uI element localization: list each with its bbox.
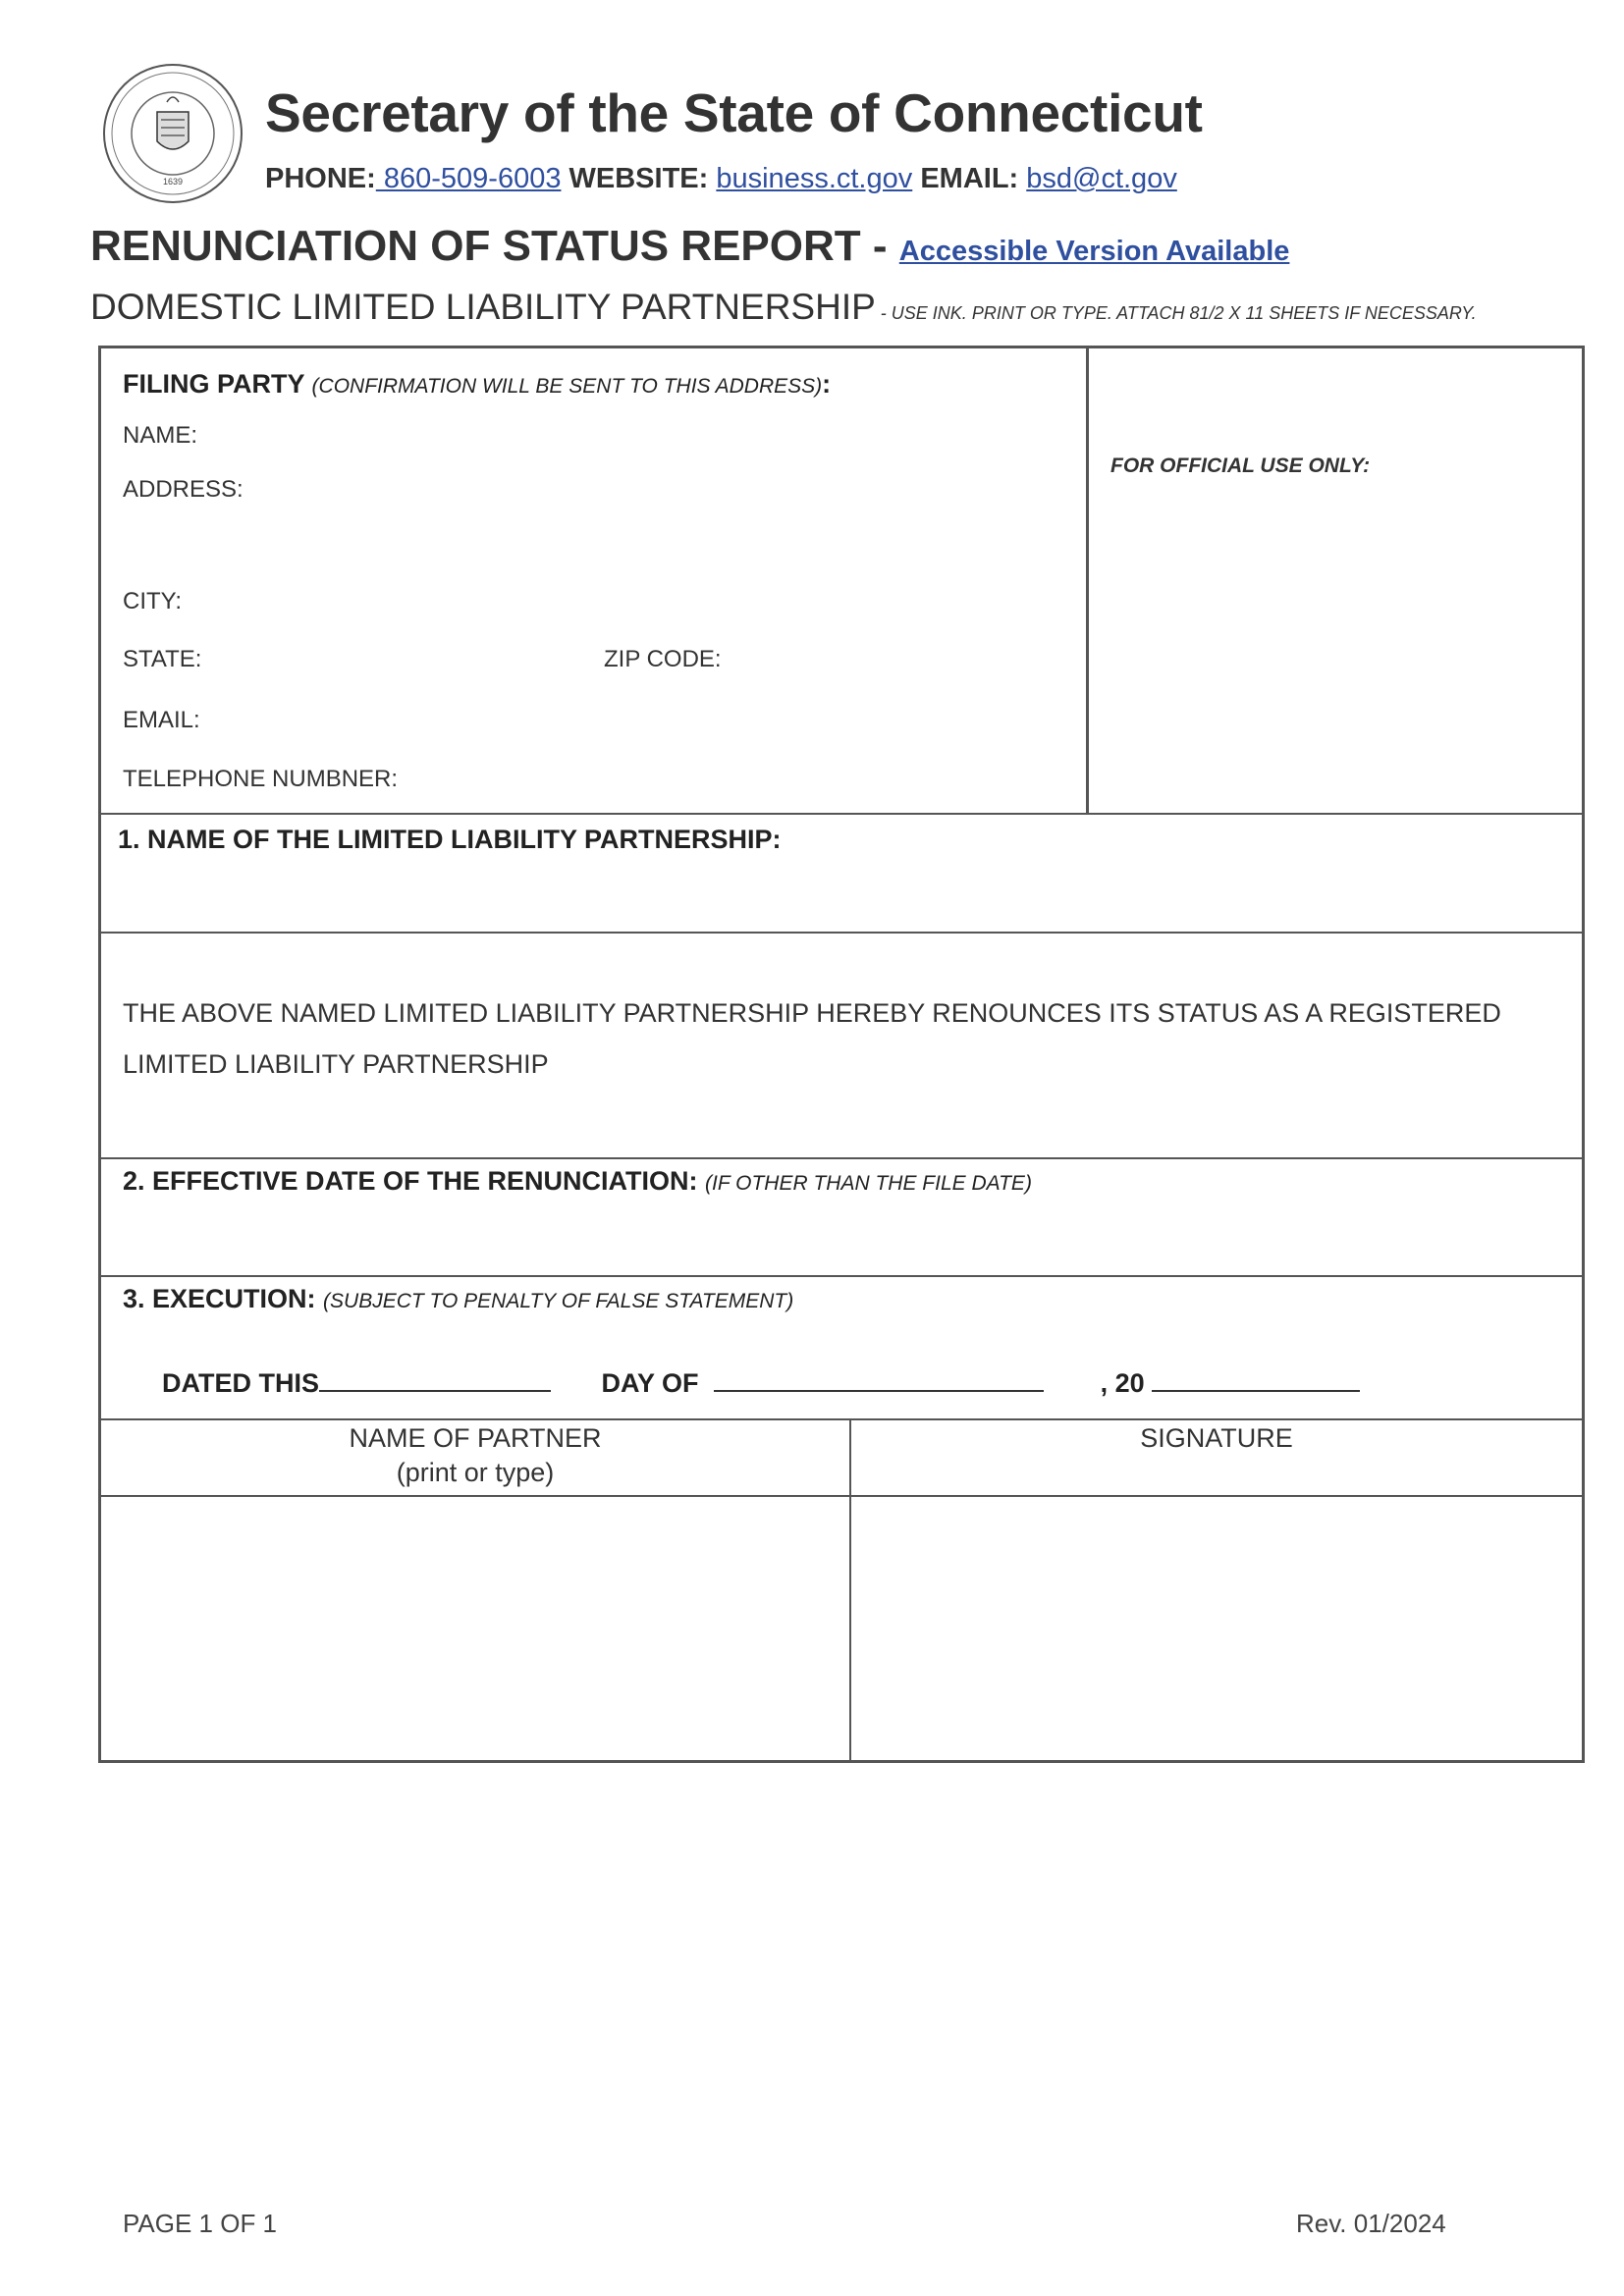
accessible-version-link[interactable]: Accessible Version Available — [898, 236, 1290, 267]
form-subtitle-text: DOMESTIC LIMITED LIABILITY PARTNERSHIP — [90, 287, 876, 327]
partner-name-header-line1: NAME OF PARTNER — [349, 1423, 602, 1453]
phone-label: PHONE: — [265, 163, 376, 194]
filing-party-note: (CONFIRMATION WILL BE SENT TO THIS ADDRESS) — [311, 375, 823, 398]
row-line-5 — [98, 1418, 1585, 1420]
email-link[interactable]: bsd@ct.gov — [1026, 163, 1177, 194]
dated-this-label: DATED THIS — [162, 1368, 319, 1398]
section3-title: 3. EXECUTION: — [123, 1284, 316, 1313]
row-line-4 — [98, 1275, 1585, 1277]
section3-heading — [123, 1284, 793, 1314]
name-label: NAME: — [123, 422, 198, 449]
zip-code-label: ZIP CODE: — [604, 646, 722, 672]
filing-party-heading — [123, 369, 831, 400]
year-prefix-label: , 20 — [1100, 1368, 1145, 1398]
form-subtitle — [90, 287, 1477, 328]
renunciation-statement: THE ABOVE NAMED LIMITED LIABILITY PARTNERSHIP HEREBY RENOUNCES ITS STATUS AS A REGISTERED LIMITED LIABILITY PARTNERSHIP — [123, 998, 1501, 1079]
frame-top — [98, 346, 1585, 348]
website-label: WEBSITE: — [568, 163, 709, 194]
partner-name-header-line2: (print or type) — [396, 1458, 555, 1487]
revision-date: Rev. 01/2024 — [1296, 2209, 1446, 2238]
city-label: CITY: — [123, 588, 183, 614]
state-seal-logo — [102, 63, 244, 204]
signature-divider — [849, 1418, 851, 1762]
section3-note: (SUBJECT TO PENALTY OF FALSE STATEMENT) — [323, 1290, 794, 1312]
form-instructions: - USE INK. PRINT OR TYPE. ATTACH 81/2 X 11 SHEETS IF NECESSARY. — [875, 303, 1477, 323]
section2-title: 2. EFFECTIVE DATE OF THE RENUNCIATION: — [123, 1166, 698, 1196]
form-title-text: RENUNCIATION OF STATUS REPORT - — [90, 222, 899, 270]
website-link[interactable]: business.ct.gov — [716, 163, 913, 194]
filing-party-title: FILING PARTY — [123, 369, 305, 399]
filing-divider — [1086, 346, 1089, 814]
email-field-label: EMAIL: — [123, 707, 200, 733]
frame-bottom — [98, 1760, 1585, 1763]
section2-note: (IF OTHER THAN THE FILE DATE) — [705, 1172, 1032, 1195]
frame-left — [98, 346, 101, 1763]
official-use-label: FOR OFFICIAL USE ONLY: — [1110, 454, 1371, 477]
filing-party-colon: : — [822, 369, 832, 399]
contact-line — [265, 163, 1177, 195]
day-blank[interactable] — [319, 1390, 551, 1392]
row-line-1 — [98, 813, 1585, 815]
seal-year: 1639 — [162, 177, 184, 187]
row-line-3 — [98, 1157, 1585, 1159]
section1-heading: 1. NAME OF THE LIMITED LIABILITY PARTNERSHIP: — [118, 825, 782, 854]
partner-name-header — [101, 1421, 849, 1490]
email-label: EMAIL: — [920, 163, 1019, 194]
form-title — [90, 222, 1289, 271]
agency-title: Secretary of the State of Connecticut — [265, 82, 1203, 143]
section2-heading — [123, 1166, 1032, 1197]
frame-right — [1582, 346, 1585, 1763]
address-label: ADDRESS: — [123, 476, 244, 503]
page-number: PAGE 1 OF 1 — [123, 2209, 278, 2238]
state-label: STATE: — [123, 646, 202, 672]
dated-this-row — [162, 1368, 1360, 1399]
telephone-label: TELEPHONE NUMBNER: — [123, 766, 399, 792]
row-line-6 — [98, 1495, 1585, 1497]
year-blank[interactable] — [1152, 1390, 1360, 1392]
day-of-label: DAY OF — [601, 1368, 699, 1398]
signature-header: SIGNATURE — [1140, 1423, 1293, 1453]
phone-link[interactable]: 860-509-6003 — [375, 163, 562, 194]
row-line-2 — [98, 932, 1585, 934]
month-blank[interactable] — [714, 1390, 1044, 1392]
